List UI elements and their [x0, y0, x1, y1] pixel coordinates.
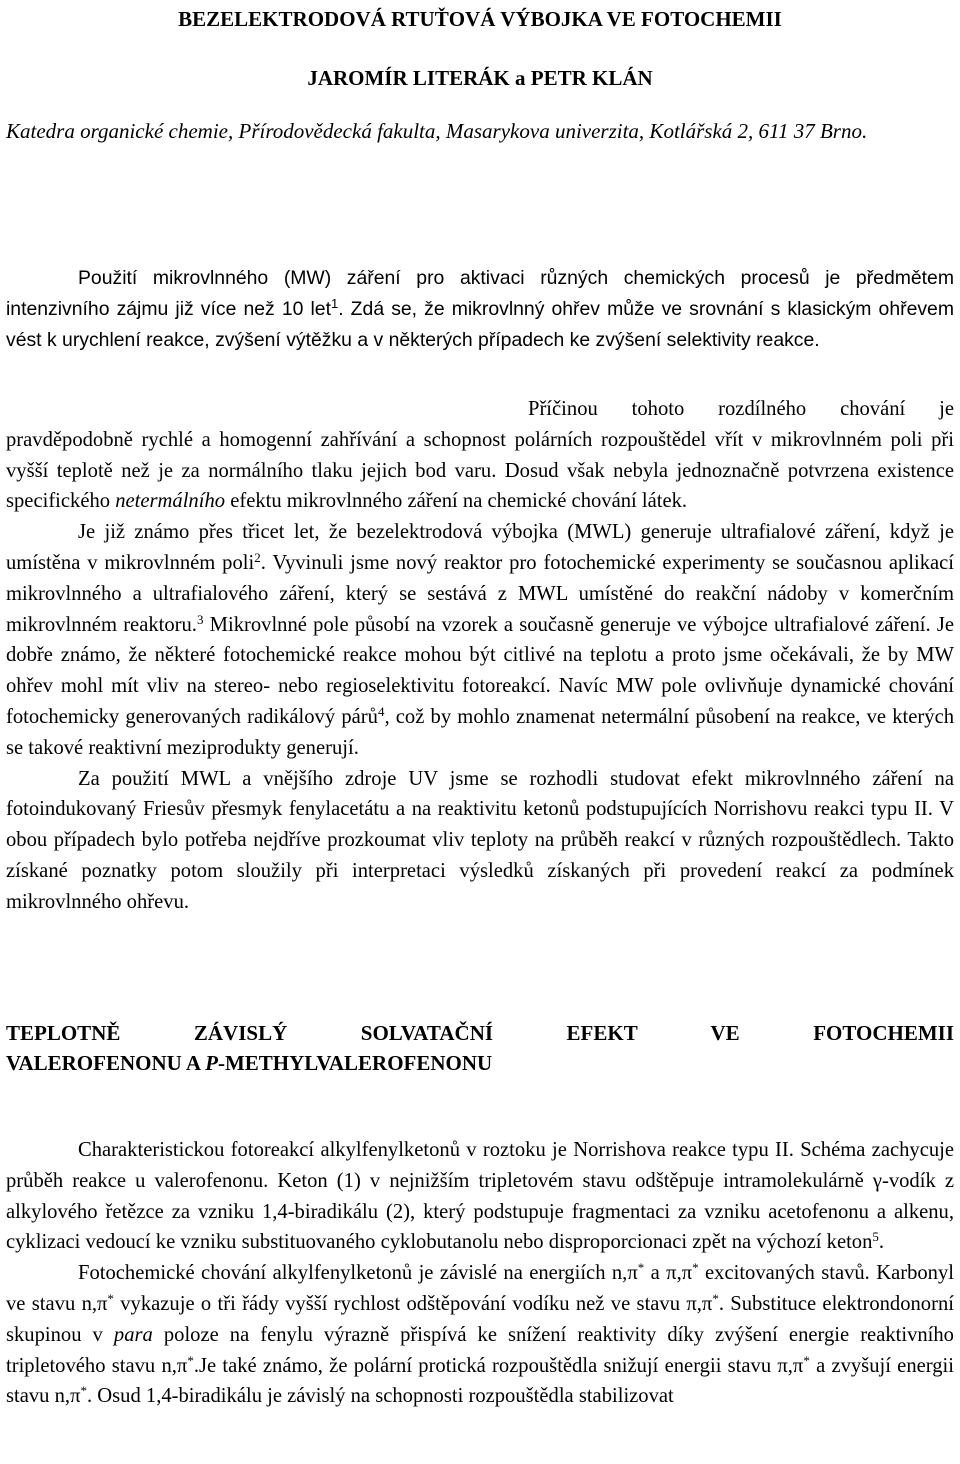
intro-section	[6, 263, 954, 355]
intro-paragraph-1	[6, 263, 954, 355]
section-heading-line1: TEPLOTNĚ ZÁVISLÝ SOLVATAČNÍ EFEKT VE FOTOCHEMII	[6, 1021, 954, 1045]
s2-p2-star-6: *	[803, 1352, 810, 1368]
s2-p2-d: vykazuje o tři řády vyšší rychlost odštěpování vodíku než ve stavu π,π	[113, 1292, 713, 1315]
s2-p2-star-2: *	[692, 1260, 699, 1276]
ref-5: 5	[872, 1229, 879, 1245]
intro-p2-text-d: , což by mohlo znamenat netermální působení na reakce, ve kterých se takové reaktivní meziprodukty generují.	[6, 705, 955, 759]
s2-p2-c: excitovaných stavů. Karbonyl ve stavu n,π	[6, 1262, 954, 1315]
intro-p2-text-c: Mikrovlnné pole působí na vzorek a současně generuje ve výbojce ultrafialové záření. Je dobře známo, že některé fotochemické reakce mohou být citlivé na teplotu a proto jsme očekávali, že by MW ohřev mohl mít vliv na stereo- nebo regioselektivitu fotoreakcí. Navíc MW pole ovlivňuje dynamické chování fotochemicky generovaných radikálový párů	[6, 613, 954, 728]
paper-authors: JAROMÍR LITERÁK a PETR KLÁN	[307, 66, 653, 90]
s2-p2-a: Fotochemické chování alkylfenylketonů je závislé na energiích n,π	[78, 1262, 638, 1285]
section2-paragraph-2	[6, 1258, 954, 1412]
intro-p2-text-a: Je již známo přes třicet let, že bezelektrodová výbojka (MWL) generuje ultrafialové záření, když je umístěna v mikrovlnném poli	[6, 521, 954, 574]
intro-paragraph-1-cont	[6, 394, 954, 517]
s2-p2-e: . Substituce elektrondonorní skupinou v	[6, 1292, 954, 1346]
s2-p2-star-5: *	[187, 1352, 194, 1368]
ref-4: 4	[377, 703, 385, 719]
s2-p2-star-7: *	[80, 1383, 87, 1399]
intro-p2-text-b: . Vyvinuli jsme nový reaktor pro fotochemické experimenty se současnou aplikací mikrovlnného a ultrafialového záření, který se sestává z MWL umístěné do reakční nádoby v komerčním mikrovlnném reaktoru.	[6, 551, 954, 636]
section-heading-line2	[6, 1048, 954, 1078]
s2-p2-h: a zvyšují energii stavu n,π	[6, 1354, 954, 1408]
section2-paragraph-1	[6, 1135, 954, 1258]
s2-p2-star-3: *	[107, 1290, 114, 1306]
author-affiliation: Katedra organické chemie, Přírodovědecká fakulta, Masarykova univerzita, Kotlářská 2, 611 37 Brno.	[6, 119, 868, 143]
paper-title: BEZELEKTRODOVÁ RTUŤOVÁ VÝBOJKA VE FOTOCHEMII	[178, 7, 782, 31]
section-heading	[6, 1018, 954, 1078]
section-heading-line2-b: -METHYLVALEROFENONU	[217, 1051, 493, 1075]
intro-p1-text-d: efektu mikrovlnného záření na chemické chování látek.	[225, 490, 688, 513]
s2-p2-star-4: *	[712, 1290, 719, 1306]
s2-p1-text-a: Charakteristickou fotoreakcí alkylfenylketonů v roztoku je Norrishova reakce typu II. Schéma zachycuje průběh reakce u valerofenonu. Keton (1) v nejnižším tripletovém stavu odštěpuje intramolekulárně γ-vodík z alkylového řetězce za vzniku 1,4-biradikálu (2), který podstupuje fragmentaci za vzniku acetofenonu a alkenu, cyklizaci vedoucí ke vzniku substituovaného cyklobutanolu nebo disproporcionaci zpět na výchozí keton	[6, 1139, 954, 1254]
s2-p2-emph-para: para	[113, 1323, 153, 1346]
ref-3: 3	[196, 611, 204, 627]
intro-continuation	[6, 394, 954, 918]
s2-p1-text-b: .	[878, 1231, 885, 1254]
s2-p2-b: a π,π	[644, 1262, 693, 1285]
s2-p2-g: .Je také známo, že polární protická rozpouštědla snižují energii stavu π,π	[193, 1354, 804, 1377]
s2-p2-f: poloze na fenylu výrazně přispívá ke snížení reaktivity díky zvýšení energie reaktivního tripletového stavu n,π	[6, 1323, 954, 1377]
intro-p1-text-b: . Zdá se, že mikrovlnný ohřev může ve srovnání s klasickým ohřevem vést k urychlení reakce, zvýšení výtěžku a v některých případech ke zvýšení selektivity reakce.	[6, 297, 954, 351]
section-heading-line2-a: VALEROFENONU A	[6, 1051, 206, 1075]
intro-paragraph-3: Za použití MWL a vnějšího zdroje UV jsme se rozhodli studovat efekt mikrovlnného záření na fotoindukovaný Friesův přesmyk fenylacetátu a na reaktivitu ketonů podstupujících Norrishovu reakci typu II. V obou případech bylo potřeba nejdříve prozkoumat vliv teploty na průběh reakcí v různých rozpouštědlech. Takto získané poznatky potom sloužily při interpretaci výsledků získaných při provedení reakcí za podmínek mikrovlnného ohřevu.	[6, 767, 954, 913]
intro-p1-emph: netermálního	[115, 490, 226, 513]
intro-p1-text-a: Použití mikrovlnného (MW) záření pro aktivaci různých chemických procesů je předmětem intenzivního zájmu již více než 10 let	[6, 267, 954, 320]
ref-1: 1	[330, 295, 339, 311]
intro-paragraph-2	[6, 517, 954, 763]
s2-p2-i: . Osud 1,4-biradikálu je závislý na schopnosti rozpouštědla stabilizovat	[86, 1385, 674, 1408]
ref-2: 2	[254, 549, 261, 565]
section2-body	[6, 1135, 954, 1412]
intro-p1-text-c: Příčinou tohoto rozdílného chování je pravděpodobně rychlé a homogenní zahřívání a schopnost polárních rozpouštědel vřít v mikrovlnném poli při vyšší teplotě než je za normálního tlaku jejich bod varu. Dosud však nebyla jednoznačně potvrzena existence specifického	[6, 398, 954, 513]
section-heading-line2-em: P	[205, 1051, 218, 1075]
s2-p2-star-1: *	[637, 1260, 645, 1276]
